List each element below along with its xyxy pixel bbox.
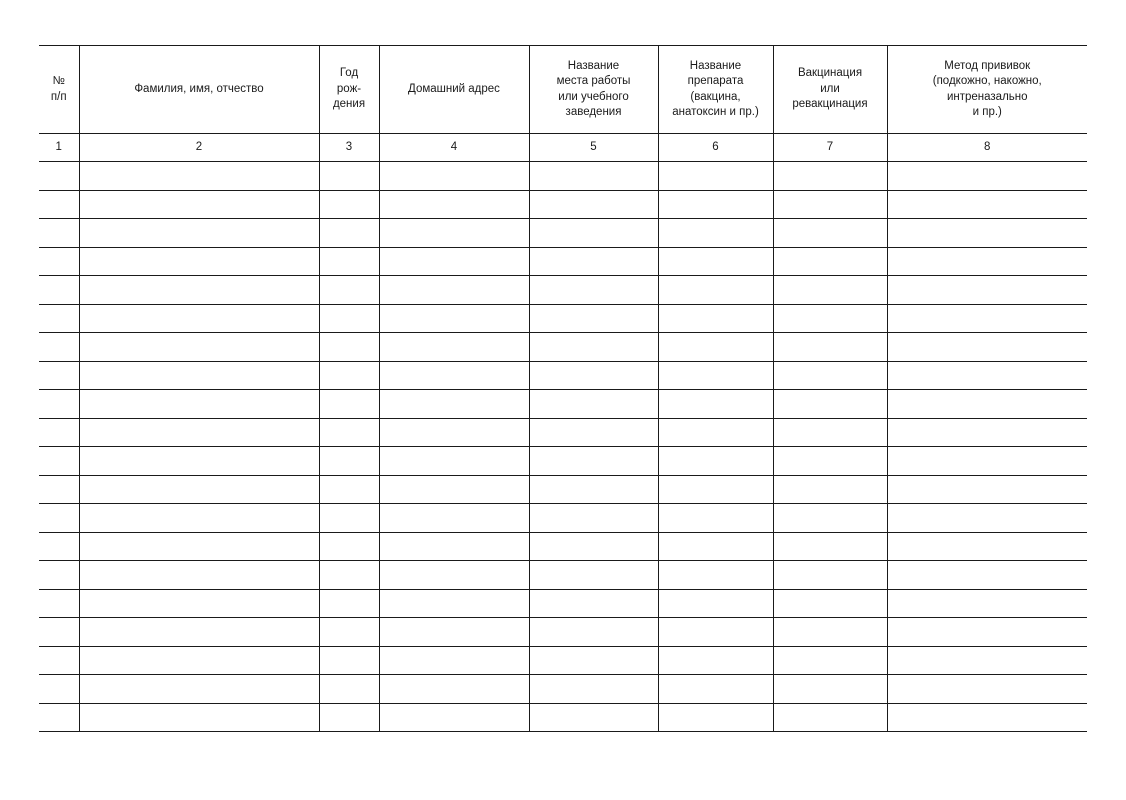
blank-cell[interactable] [39,333,79,362]
blank-cell[interactable] [529,475,658,504]
blank-cell[interactable] [529,618,658,647]
header-birth-year-line-3: дения [332,98,366,111]
header-preparation-line-1: Название [689,59,742,72]
blank-cell[interactable] [39,561,79,590]
header-vaccination-type-line-2: или [820,82,840,95]
blank-cell[interactable] [658,504,773,533]
blank-cell[interactable] [319,361,379,390]
header-vaccination-type-line-3: ревакцинация [792,98,868,111]
table-row [39,304,1087,333]
blank-cell[interactable] [319,532,379,561]
blank-cell[interactable] [39,361,79,390]
blank-cell[interactable] [529,219,658,248]
blank-cell[interactable] [658,589,773,618]
blank-cell[interactable] [529,390,658,419]
blank-cell[interactable] [39,532,79,561]
blank-cell[interactable] [887,504,1087,533]
blank-cell[interactable] [658,190,773,219]
blank-cell[interactable] [319,247,379,276]
blank-cell[interactable] [773,703,887,732]
blank-cell[interactable] [529,333,658,362]
blank-cell[interactable] [319,276,379,305]
table-row [39,361,1087,390]
blank-cell[interactable] [658,247,773,276]
column-number-cell: 6 [658,134,773,162]
blank-cell[interactable] [379,190,529,219]
blank-cell[interactable] [379,162,529,191]
blank-cell[interactable] [39,475,79,504]
blank-cell[interactable] [379,561,529,590]
header-workplace-line-2: места работы [556,75,631,87]
blank-cell[interactable] [773,162,887,191]
column-number-cell: 3 [319,134,379,162]
blank-cell[interactable] [529,589,658,618]
blank-cell[interactable] [79,475,319,504]
header-cell-preparation [658,46,773,134]
blank-cell[interactable] [319,475,379,504]
header-birth-year-line-2: рож- [336,82,362,95]
table-row [39,190,1087,219]
table-row [39,675,1087,704]
blank-cell[interactable] [658,532,773,561]
blank-cell[interactable] [887,475,1087,504]
blank-cell[interactable] [39,447,79,476]
blank-cell[interactable] [79,447,319,476]
blank-cell[interactable] [658,333,773,362]
blank-cell[interactable] [773,190,887,219]
blank-cell[interactable] [319,703,379,732]
blank-cell[interactable] [529,190,658,219]
table-row [39,589,1087,618]
table-row [39,219,1087,248]
blank-cell[interactable] [773,646,887,675]
blank-cell[interactable] [79,418,319,447]
blank-cell[interactable] [773,589,887,618]
blank-cell[interactable] [773,219,887,248]
blank-cell[interactable] [379,703,529,732]
blank-cell[interactable] [79,162,319,191]
blank-cell[interactable] [79,561,319,590]
blank-cell[interactable] [39,190,79,219]
blank-cell[interactable] [379,675,529,704]
blank-cell[interactable] [529,532,658,561]
blank-cell[interactable] [658,475,773,504]
blank-cell[interactable] [319,504,379,533]
register-body [39,162,1087,732]
blank-cell[interactable] [887,703,1087,732]
blank-cell[interactable] [79,247,319,276]
blank-cell[interactable] [887,333,1087,362]
blank-cell[interactable] [529,304,658,333]
table-row [39,276,1087,305]
blank-cell[interactable] [529,276,658,305]
blank-cell[interactable] [529,447,658,476]
header-preparation-line-3: (вакцина, [690,90,741,103]
blank-cell[interactable] [773,618,887,647]
blank-cell[interactable] [319,589,379,618]
blank-cell[interactable] [39,646,79,675]
table-row [39,390,1087,419]
blank-cell[interactable] [529,646,658,675]
column-number-cell: 2 [79,134,319,162]
blank-cell[interactable] [529,504,658,533]
blank-cell[interactable] [379,504,529,533]
blank-cell[interactable] [39,304,79,333]
header-cell-number [39,46,79,134]
table-row [39,447,1087,476]
blank-cell[interactable] [39,390,79,419]
header-preparation-line-4: анатоксин и пр.) [672,106,759,118]
header-cell-method [887,46,1087,134]
blank-cell[interactable] [773,276,887,305]
blank-cell[interactable] [658,304,773,333]
blank-cell[interactable] [658,390,773,419]
blank-cell[interactable] [887,589,1087,618]
blank-cell[interactable] [319,333,379,362]
table-row [39,475,1087,504]
blank-cell[interactable] [39,247,79,276]
column-number-cell: 7 [773,134,887,162]
blank-cell[interactable] [379,276,529,305]
blank-cell[interactable] [887,247,1087,276]
blank-cell[interactable] [39,219,79,248]
blank-cell[interactable] [319,418,379,447]
blank-cell[interactable] [79,675,319,704]
blank-cell[interactable] [319,304,379,333]
blank-cell[interactable] [79,589,319,618]
blank-cell[interactable] [79,390,319,419]
blank-cell[interactable] [887,219,1087,248]
blank-cell[interactable] [39,504,79,533]
header-home-address-line-1: Домашний адрес [408,82,500,95]
blank-cell[interactable] [773,504,887,533]
blank-cell[interactable] [773,361,887,390]
blank-cell[interactable] [773,247,887,276]
blank-cell[interactable] [887,675,1087,704]
header-preparation-line-2: препарата [687,75,744,87]
column-number-cell: 1 [39,134,79,162]
blank-cell[interactable] [79,504,319,533]
blank-cell[interactable] [887,561,1087,590]
blank-cell[interactable] [39,675,79,704]
blank-cell[interactable] [379,361,529,390]
header-number-line-1: № [52,75,65,87]
blank-cell[interactable] [658,618,773,647]
blank-cell[interactable] [887,447,1087,476]
header-number-line-2: п/п [50,90,67,103]
blank-cell[interactable] [319,162,379,191]
blank-cell[interactable] [79,361,319,390]
blank-cell[interactable] [319,390,379,419]
blank-cell[interactable] [658,703,773,732]
table-row [39,247,1087,276]
blank-cell[interactable] [658,646,773,675]
blank-cell[interactable] [379,475,529,504]
table-row [39,418,1087,447]
table-row [39,504,1087,533]
blank-cell[interactable] [39,589,79,618]
column-number-cell: 4 [379,134,529,162]
blank-cell[interactable] [887,390,1087,419]
blank-cell[interactable] [79,532,319,561]
blank-cell[interactable] [773,333,887,362]
blank-cell[interactable] [379,618,529,647]
blank-cell[interactable] [887,361,1087,390]
blank-cell[interactable] [379,304,529,333]
blank-cell[interactable] [658,447,773,476]
blank-cell[interactable] [887,646,1087,675]
blank-cell[interactable] [319,190,379,219]
blank-cell[interactable] [658,675,773,704]
blank-cell[interactable] [79,304,319,333]
header-workplace-line-1: Название [567,59,620,72]
blank-cell[interactable] [39,162,79,191]
blank-cell[interactable] [379,333,529,362]
column-number-row [39,134,1087,162]
header-method-line-1: Метод прививок [944,59,1031,72]
blank-cell[interactable] [658,361,773,390]
column-number-cell: 8 [887,134,1087,162]
header-workplace-line-3: или учебного [558,90,629,103]
blank-cell[interactable] [773,447,887,476]
blank-cell[interactable] [529,675,658,704]
blank-cell[interactable] [319,646,379,675]
blank-cell[interactable] [773,418,887,447]
blank-cell[interactable] [658,276,773,305]
blank-cell[interactable] [39,276,79,305]
blank-cell[interactable] [79,276,319,305]
blank-cell[interactable] [79,190,319,219]
blank-cell[interactable] [319,219,379,248]
blank-cell[interactable] [39,703,79,732]
header-method-line-2: (подкожно, накожно, [932,75,1042,87]
blank-cell[interactable] [773,475,887,504]
blank-cell[interactable] [887,304,1087,333]
blank-cell[interactable] [773,675,887,704]
blank-cell[interactable] [79,219,319,248]
blank-cell[interactable] [379,247,529,276]
blank-cell[interactable] [658,561,773,590]
blank-cell[interactable] [529,418,658,447]
blank-cell[interactable] [658,162,773,191]
blank-cell[interactable] [529,247,658,276]
blank-cell[interactable] [319,447,379,476]
blank-cell[interactable] [319,675,379,704]
blank-cell[interactable] [379,532,529,561]
header-vaccination-type-line-1: Вакцинация [797,67,863,80]
header-cell-vaccination-type [773,46,887,134]
header-cell-full-name [79,46,319,134]
header-full-name-line-1: Фамилия, имя, отчество [134,82,264,95]
blank-cell[interactable] [887,276,1087,305]
blank-cell[interactable] [773,390,887,419]
blank-cell[interactable] [887,618,1087,647]
blank-cell[interactable] [79,646,319,675]
blank-cell[interactable] [658,418,773,447]
blank-cell[interactable] [79,618,319,647]
blank-cell[interactable] [529,561,658,590]
table-row [39,703,1087,732]
blank-cell[interactable] [529,703,658,732]
blank-cell[interactable] [773,304,887,333]
table-row [39,561,1087,590]
blank-cell[interactable] [887,162,1087,191]
table-row [39,532,1087,561]
table-row [39,646,1087,675]
blank-cell[interactable] [887,418,1087,447]
header-row [39,46,1087,134]
header-cell-home-address [379,46,529,134]
column-number-cell: 5 [529,134,658,162]
blank-cell[interactable] [887,190,1087,219]
table-row [39,618,1087,647]
header-method-line-3: интреназально [946,90,1028,103]
blank-cell[interactable] [658,219,773,248]
blank-cell[interactable] [379,447,529,476]
blank-cell[interactable] [529,361,658,390]
vaccination-register-sheet [39,45,1087,732]
blank-cell[interactable] [529,162,658,191]
table-row [39,333,1087,362]
vaccination-register-table [39,45,1087,732]
header-method-line-4: и пр.) [972,106,1002,118]
header-cell-workplace [529,46,658,134]
blank-cell[interactable] [319,561,379,590]
blank-cell[interactable] [379,418,529,447]
blank-cell[interactable] [79,333,319,362]
header-cell-birth-year [319,46,379,134]
blank-cell[interactable] [773,532,887,561]
blank-cell[interactable] [79,703,319,732]
blank-cell[interactable] [773,561,887,590]
blank-cell[interactable] [379,390,529,419]
blank-cell[interactable] [39,618,79,647]
blank-cell[interactable] [379,646,529,675]
blank-cell[interactable] [319,618,379,647]
header-workplace-line-4: заведения [565,106,622,118]
header-birth-year-line-1: Год [339,67,359,80]
blank-cell[interactable] [39,418,79,447]
blank-cell[interactable] [379,219,529,248]
blank-cell[interactable] [887,532,1087,561]
table-row [39,162,1087,191]
blank-cell[interactable] [379,589,529,618]
